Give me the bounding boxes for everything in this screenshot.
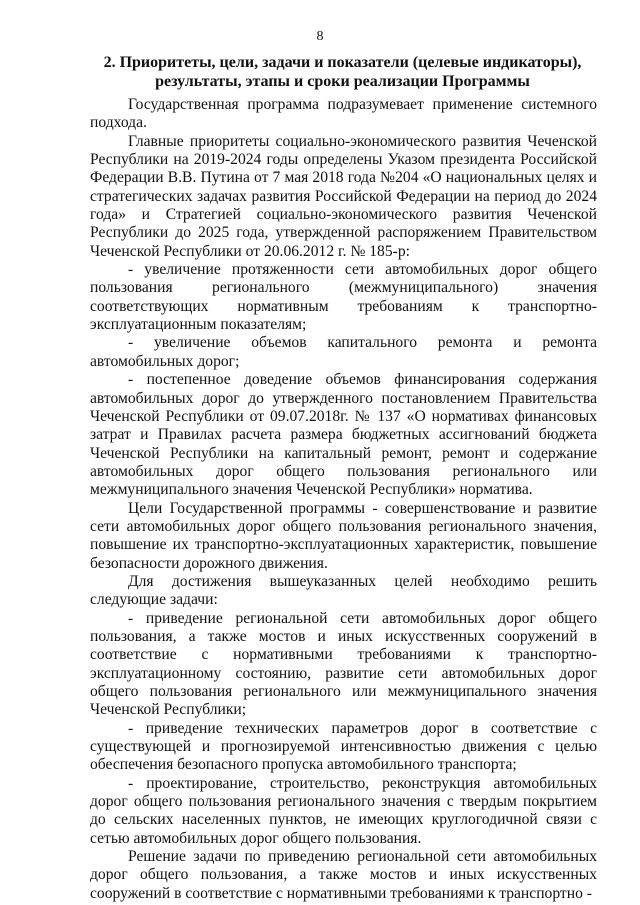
- list-item-task-1: - приведение региональной сети автомобильных дорог общего пользования, а также мостов и иных искусственных сооружений в соответствие с нормативными требованиями к транспортно-эксплуатационному состоянию, развитие сети автомобильных дорог общего пользования регионального или межмуниципального значения Чеченской Республики;: [90, 609, 597, 719]
- paragraph-solution: Решение задачи по приведению региональной сети автомобильных дорог общего пользования, а также мостов и иных искусственных сооружений в соответствие с нормативными требованиями к транспортно -: [90, 848, 597, 902]
- paragraph-priorities: Главные приоритеты социально-экономического развития Чеченской Республики на 2019-2024 годы определены Указом президента Российской Федерации В.В. Путина от 7 мая 2018 года №204 «О национальных целях и стратегических задачах развития Российской Федерации на период до 2024 года» и Стратегией социально-экономического развития Чеченской Республики до 2025 года, утвержденной распоряжением Правительством Чеченской Республики от 20.06.2012 г. № 185-р:: [90, 132, 597, 260]
- section-heading-line-1: 2. Приоритеты, цели, задачи и показатели (целевые индикаторы),: [103, 54, 582, 71]
- list-item-task-3: - проектирование, строительство, реконструкция автомобильных дорог общего пользования регионального значения с твердым покрытием до сельских населенных пунктов, не имеющих круглогодичной связи с сетью автомобильных дорог общего пользования.: [90, 774, 597, 847]
- section-heading-line-2: результаты, этапы и сроки реализации Программы: [155, 73, 530, 90]
- list-item-priority-3: - постепенное доведение объемов финансирования содержания автомобильных дорог до утвержденного постановлением Правительства Чеченской Республики от 09.07.2018г. № 137 «О нормативах финансовых затрат и Правилах расчета размера бюджетных ассигнований бюджета Чеченской Республики на капитальный ремонт, ремонт и содержание автомобильных дорог общего пользования регионального или межмуниципального значения Чеченской Республики» норматива.: [90, 371, 597, 499]
- body-text: [90, 96, 597, 903]
- paragraph-goals: Цели Государственной программы - совершенствование и развитие сети автомобильных дорог общего пользования регионального значения, повышение их транспортно-эксплуатационных характеристик, повышение безопасности дорожного движения.: [90, 499, 597, 572]
- list-item-priority-1: - увеличение протяженности сети автомобильных дорог общего пользования регионального (межмуниципального) значения соответствующих нормативным требованиям к транспортно-эксплуатационным показателям;: [90, 261, 597, 334]
- paragraph-tasks-intro: Для достижения вышеуказанных целей необходимо решить следующие задачи:: [90, 572, 597, 609]
- page-number: 8: [316, 29, 324, 44]
- section-heading: [90, 53, 595, 91]
- list-item-task-2: - приведение технических параметров дорог в соответствие с существующей и прогнозируемой интенсивностью движения с целью обеспечения безопасного пропуска автомобильного транспорта;: [90, 719, 597, 774]
- paragraph-intro: Государственная программа подразумевает применение системного подхода.: [90, 96, 597, 132]
- list-item-priority-2: - увеличение объемов капитального ремонта и ремонта автомобильных дорог;: [90, 334, 597, 370]
